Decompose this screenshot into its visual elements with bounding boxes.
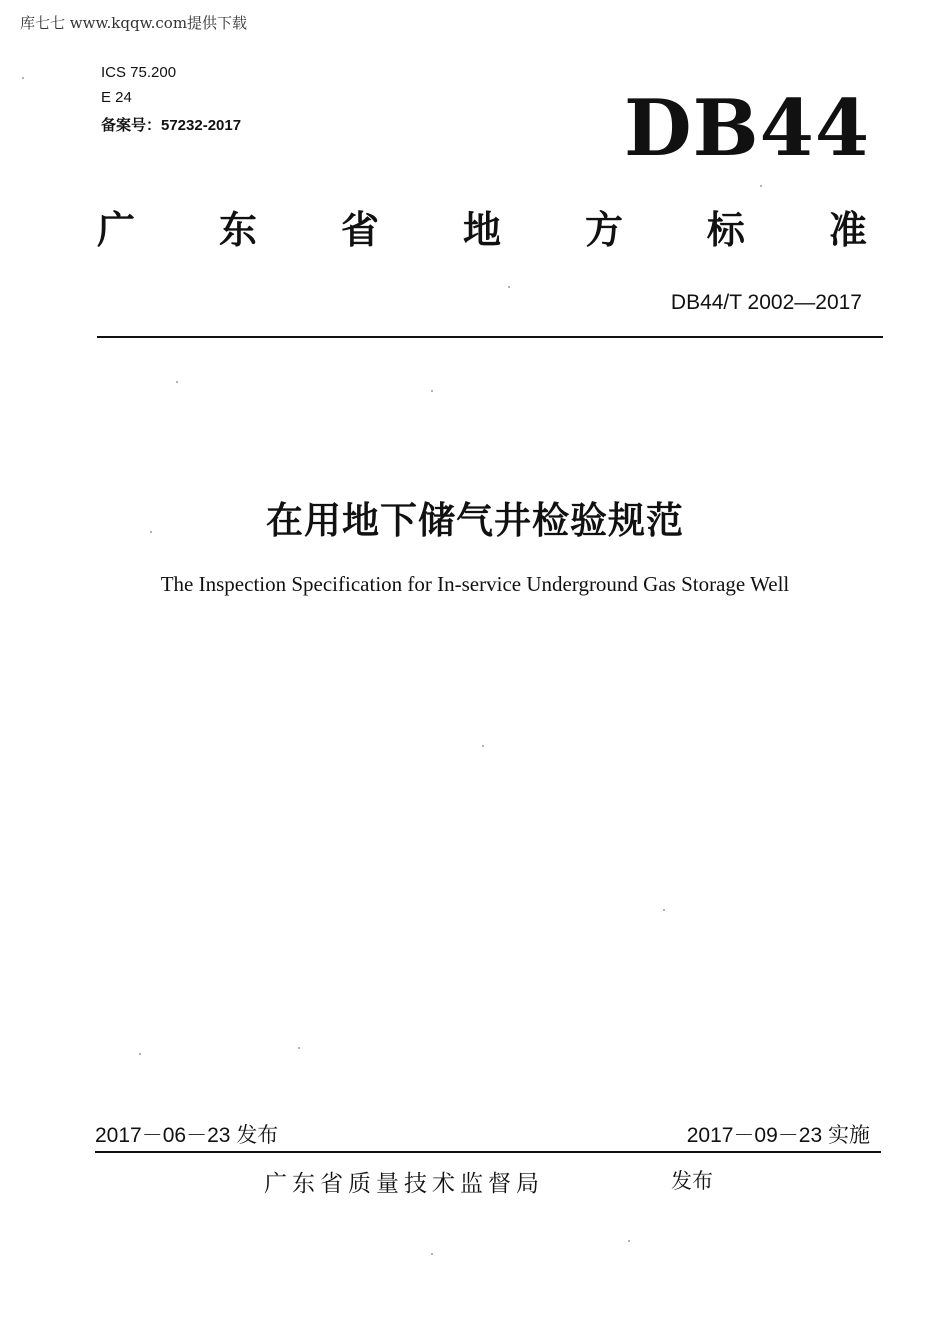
standard-class-char: 准 bbox=[828, 208, 867, 252]
scan-speck bbox=[431, 390, 433, 392]
ics-code: ICS 75.200 bbox=[101, 64, 177, 81]
issue-date: 2017－06－23 发布 bbox=[95, 1124, 279, 1147]
scan-speck bbox=[176, 381, 178, 383]
scan-speck bbox=[663, 909, 665, 911]
scan-speck bbox=[150, 531, 152, 533]
publisher-name: 广东省质量技术监督局 bbox=[264, 1171, 544, 1197]
header-divider bbox=[97, 336, 883, 338]
document-title-english: The Inspection Specification for In-service Underground Gas Storage Well bbox=[160, 572, 790, 596]
standard-class-char: 标 bbox=[706, 208, 745, 252]
publisher-suffix: 发布 bbox=[671, 1169, 713, 1193]
standard-number: DB44/T 2002—2017 bbox=[670, 291, 862, 314]
effective-date: 2017－09－23 实施 bbox=[686, 1124, 870, 1147]
scan-speck bbox=[760, 185, 762, 187]
filing-number: 备案号：57232-2017 bbox=[101, 117, 242, 134]
scan-speck bbox=[139, 1053, 141, 1055]
document-title-chinese: 在用地下储气井检验规范 bbox=[266, 499, 684, 542]
standard-class-char: 方 bbox=[584, 208, 623, 252]
standard-class-char: 地 bbox=[462, 208, 501, 252]
scan-speck bbox=[508, 286, 510, 288]
scan-speck bbox=[482, 745, 484, 747]
standard-class-heading bbox=[97, 205, 867, 255]
ccs-code: E 24 bbox=[101, 89, 132, 106]
standard-class-char: 省 bbox=[340, 208, 379, 252]
standard-class-char: 广 bbox=[97, 208, 136, 252]
standard-class-char: 东 bbox=[218, 208, 257, 252]
standard-logo: DB44 bbox=[624, 83, 871, 174]
scan-speck bbox=[431, 1253, 433, 1255]
scan-speck bbox=[298, 1047, 300, 1049]
scan-speck bbox=[22, 77, 24, 79]
watermark-text: 库七七 www.kqqw.com提供下载 bbox=[20, 14, 248, 32]
footer-divider bbox=[95, 1151, 881, 1153]
scan-speck bbox=[628, 1240, 630, 1242]
